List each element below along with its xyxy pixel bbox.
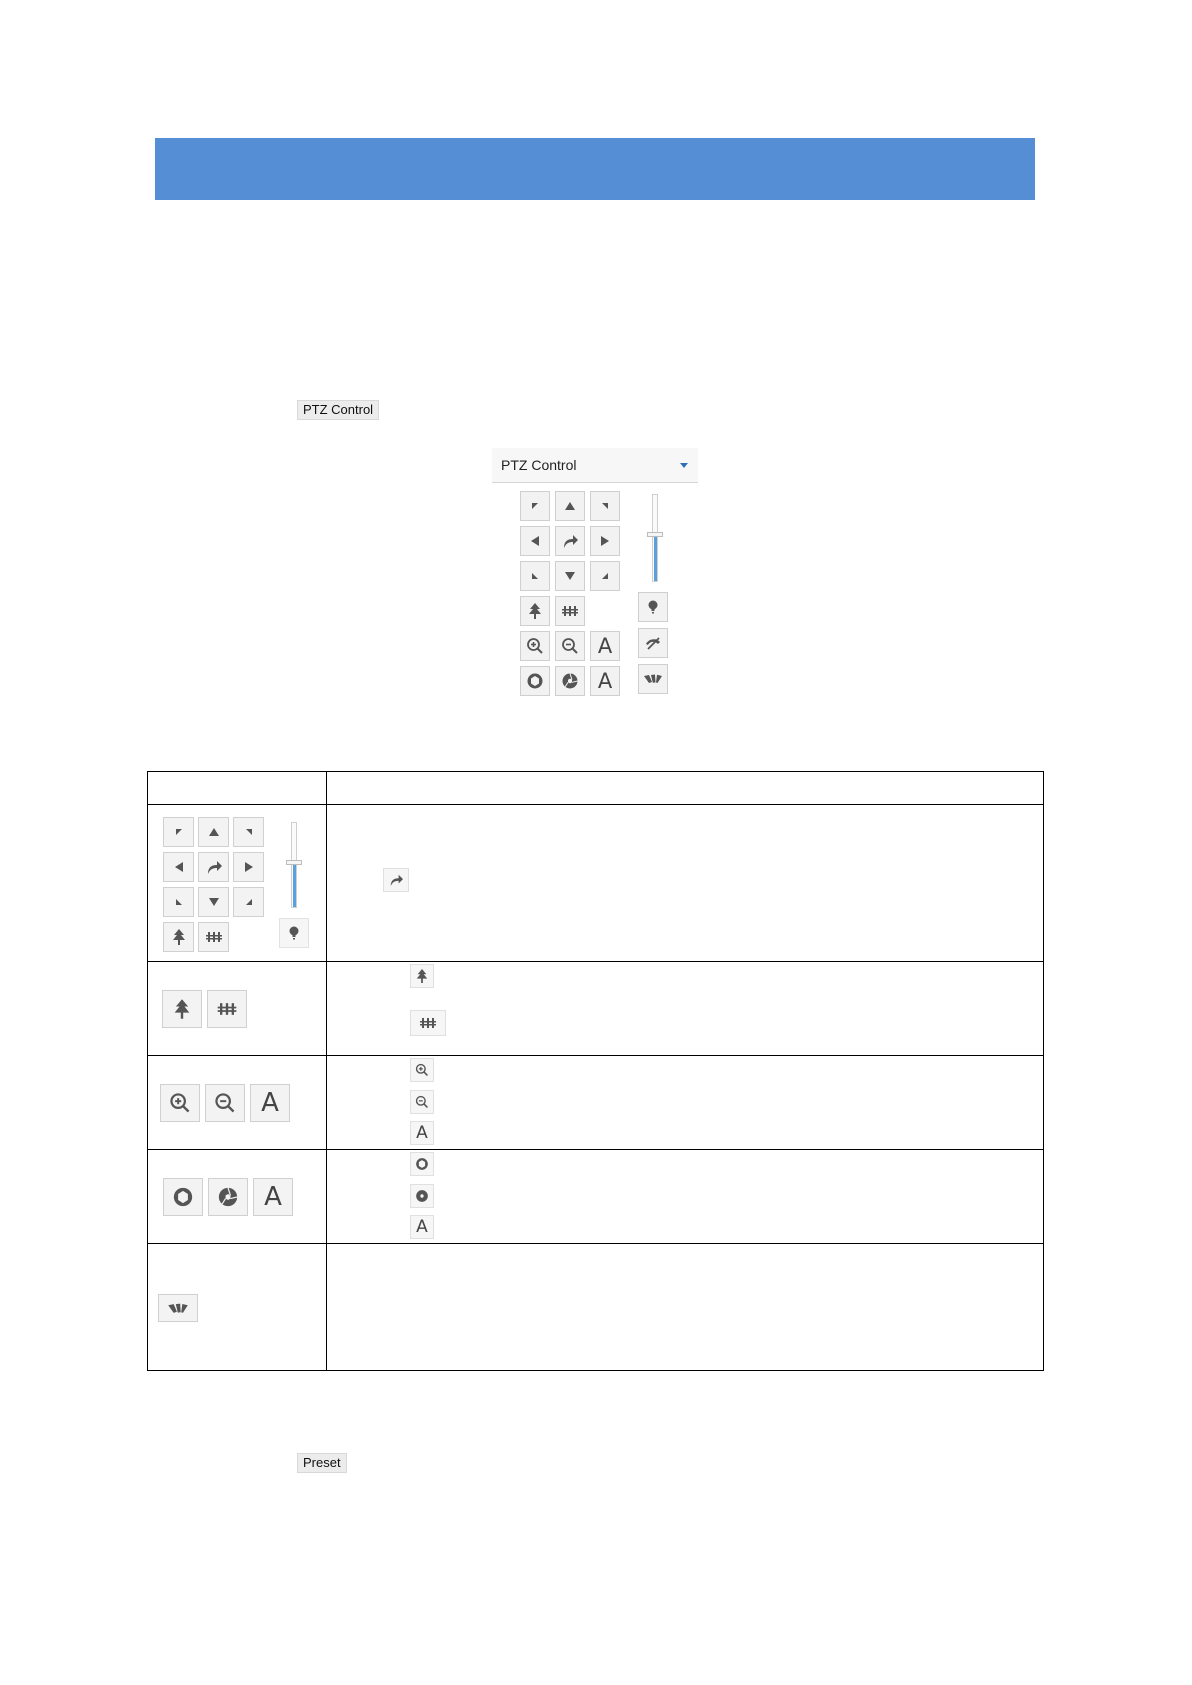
pan-down-left-icon [163, 887, 194, 917]
iris-close-icon [561, 672, 579, 690]
arrow-left-icon [530, 535, 540, 547]
speed-slider-handle[interactable] [647, 532, 663, 537]
fence-icon [207, 990, 247, 1028]
preset-chip: Preset [297, 1453, 347, 1473]
light-bulb-icon [279, 918, 309, 948]
ptz-button-table [147, 771, 1044, 1371]
pan-up-left-button[interactable] [520, 491, 550, 521]
pan-up-right-icon [233, 817, 264, 847]
fence-icon [198, 922, 229, 952]
iris-open-icon [410, 1152, 434, 1176]
zoom-in-button[interactable] [520, 631, 550, 661]
arrow-down-right-icon [600, 571, 610, 581]
section-header-banner [155, 138, 1035, 200]
tilt-down-button[interactable] [555, 561, 585, 591]
tilt-up-button[interactable] [555, 491, 585, 521]
chevron-down-icon [680, 463, 688, 468]
redo-arrow-icon [561, 533, 579, 549]
arrow-up-right-icon [600, 501, 610, 511]
speed-slider-fill [293, 863, 296, 907]
pan-down-right-icon [233, 887, 264, 917]
iris-open-icon [163, 1178, 203, 1216]
auto-iris-button[interactable] [590, 666, 620, 696]
arrow-up-icon [564, 501, 576, 511]
pan-left-button[interactable] [520, 526, 550, 556]
pan-down-right-button[interactable] [590, 561, 620, 591]
auto-focus-letter: A [597, 633, 613, 658]
arrow-down-icon [564, 571, 576, 581]
auto-focus-button[interactable] [590, 631, 620, 661]
speed-slider-fill [654, 535, 657, 581]
ptz-control-dropdown[interactable] [492, 448, 698, 483]
iris-close-button[interactable] [555, 666, 585, 696]
zoom-in-icon [160, 1084, 200, 1122]
zoom-out-button[interactable] [555, 631, 585, 661]
pan-up-left-icon [163, 817, 194, 847]
wiper-icon [644, 635, 662, 651]
auto-iris-letter: A [597, 668, 613, 693]
zoom-out-icon [205, 1084, 245, 1122]
auto-iris-icon [410, 1215, 434, 1239]
fan-icon [643, 673, 663, 685]
arrow-down-left-icon [530, 571, 540, 581]
table-row-divider [148, 1055, 1043, 1056]
auto-focus-icon [410, 1121, 434, 1145]
focus-far-button[interactable] [520, 596, 550, 626]
zoom-in-icon [526, 637, 544, 655]
tree-icon [163, 922, 194, 952]
table-column-divider [326, 772, 327, 1370]
iris-open-button[interactable] [520, 666, 550, 696]
iris-open-icon [526, 672, 544, 690]
auto-iris-letter: A [416, 1216, 428, 1237]
light-bulb-icon [647, 599, 659, 615]
table-header-divider [148, 804, 1043, 805]
zoom-out-icon [410, 1090, 434, 1114]
tilt-up-icon [198, 817, 229, 847]
ptz-panel-title: PTZ Control [501, 457, 577, 473]
arrow-up-left-icon [530, 501, 540, 511]
tree-icon [527, 602, 543, 620]
auto-focus-letter: A [416, 1122, 428, 1143]
wiper-button[interactable] [638, 628, 668, 658]
tree-icon [162, 990, 202, 1028]
table-row-divider [148, 1149, 1043, 1150]
fan-icon [158, 1294, 198, 1322]
speed-slider-handle-illustration [286, 860, 302, 865]
pan-left-icon [163, 852, 194, 882]
light-button[interactable] [638, 592, 668, 622]
tilt-down-icon [198, 887, 229, 917]
pan-right-icon [233, 852, 264, 882]
fence-icon [561, 605, 579, 617]
speed-slider[interactable] [652, 494, 658, 582]
redo-arrow-icon [198, 852, 229, 882]
auto-focus-icon [250, 1084, 290, 1122]
ptz-control-chip: PTZ Control [297, 400, 379, 420]
ptz-control-panel [492, 448, 698, 700]
fence-icon [410, 1010, 446, 1036]
pan-down-left-button[interactable] [520, 561, 550, 591]
auto-scan-button[interactable] [555, 526, 585, 556]
iris-close-icon [208, 1178, 248, 1216]
auto-focus-letter: A [261, 1088, 279, 1118]
pan-up-right-button[interactable] [590, 491, 620, 521]
zoom-out-icon [561, 637, 579, 655]
zoom-in-icon [410, 1058, 434, 1082]
speed-slider-illustration [291, 822, 297, 908]
iris-close-icon [410, 1184, 434, 1208]
table-row-divider [148, 961, 1043, 962]
auto-iris-icon [253, 1178, 293, 1216]
tree-icon [410, 964, 434, 988]
arrow-right-icon [600, 535, 610, 547]
focus-near-button[interactable] [555, 596, 585, 626]
table-row-divider [148, 1243, 1043, 1244]
auto-iris-letter: A [264, 1182, 282, 1212]
pan-right-button[interactable] [590, 526, 620, 556]
fan-button[interactable] [638, 664, 668, 694]
redo-arrow-icon [383, 868, 409, 892]
